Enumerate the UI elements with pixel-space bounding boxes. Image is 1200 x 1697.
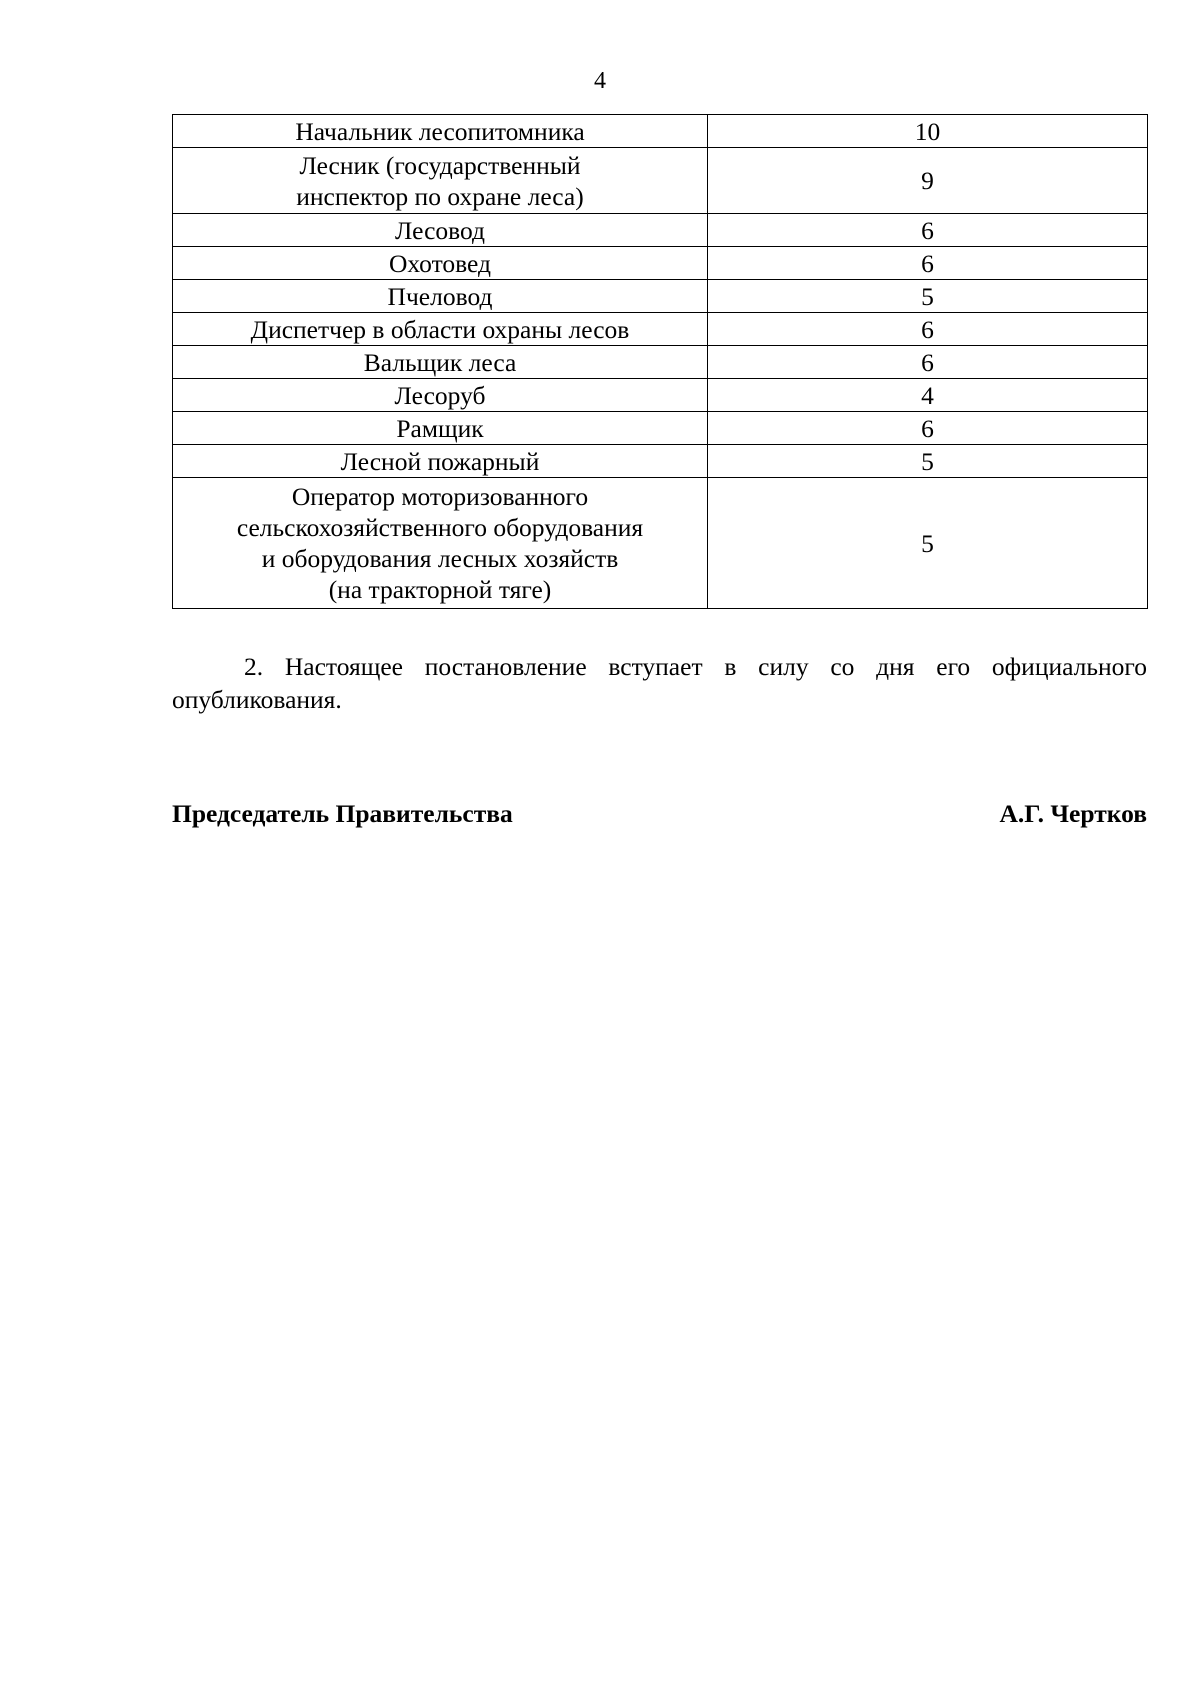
position-value-cell [708, 313, 1148, 346]
position-value: 6 [921, 248, 934, 278]
table-row [173, 379, 1148, 412]
position-title-line: Лесник (государственный [299, 150, 581, 180]
table-row [173, 214, 1148, 247]
position-title: Рамщик [396, 413, 484, 443]
position-value-cell [708, 280, 1148, 313]
position-title-cell [173, 115, 708, 148]
position-title-line: инспектор по охране леса) [296, 181, 584, 211]
position-title-line: и оборудования лесных хозяйств [261, 544, 619, 573]
position-title-cell [173, 445, 708, 478]
position-value: 10 [914, 116, 941, 146]
position-title-cell [173, 214, 708, 247]
page-number: 4 [594, 68, 606, 94]
position-title-cell [173, 412, 708, 445]
position-title: Лесовод [395, 215, 485, 245]
position-title: Вальщик леса [363, 347, 517, 377]
position-title: Пчеловод [387, 281, 493, 311]
position-title-cell [173, 478, 708, 609]
position-value-cell [708, 445, 1148, 478]
table-row [173, 313, 1148, 346]
position-value: 6 [921, 347, 934, 377]
position-title-cell [173, 313, 708, 346]
position-title-line: сельскохозяйственного оборудования [236, 513, 644, 542]
table-row [173, 247, 1148, 280]
position-title: Диспетчер в области охраны лесов [250, 314, 630, 344]
position-title-line: Оператор моторизованного [291, 482, 589, 511]
position-value: 4 [921, 380, 934, 410]
table-row [173, 115, 1148, 148]
signatory-title: Председатель Правительства [172, 799, 513, 828]
position-title-cell [173, 148, 708, 214]
position-value-cell [708, 412, 1148, 445]
position-title: Лесоруб [394, 380, 486, 410]
position-value: 5 [921, 281, 934, 311]
position-title: Начальник лесопитомника [295, 116, 585, 146]
position-value: 9 [921, 166, 934, 195]
table-row [173, 478, 1148, 609]
position-value-cell [708, 148, 1148, 214]
position-title: Охотовед [388, 248, 491, 278]
table-row [173, 346, 1148, 379]
position-value-cell [708, 214, 1148, 247]
signatory-name: А.Г. Чертков [999, 799, 1147, 828]
table-row [173, 412, 1148, 445]
position-value-cell [708, 115, 1148, 148]
position-title-line: (на тракторной тяге) [328, 575, 552, 604]
effective-date-paragraph [172, 650, 1147, 716]
position-value-cell [708, 379, 1148, 412]
position-value-cell [708, 478, 1148, 609]
paragraph-line: опубликования. [172, 685, 342, 714]
position-value: 6 [921, 215, 934, 245]
position-value: 5 [921, 528, 934, 558]
paragraph-line: 2. Настоящее постановление вступает в силу со дня его официального [244, 652, 1147, 681]
positions-table [172, 114, 1148, 609]
position-title: Лесной пожарный [340, 446, 540, 476]
position-title-cell [173, 346, 708, 379]
position-value: 6 [921, 413, 934, 443]
table-row [173, 445, 1148, 478]
table-row [173, 280, 1148, 313]
position-value: 5 [921, 446, 934, 476]
position-value-cell [708, 247, 1148, 280]
table-row [173, 148, 1148, 214]
position-value-cell [708, 346, 1148, 379]
position-title-cell [173, 379, 708, 412]
position-value: 6 [921, 314, 934, 344]
position-title-cell [173, 247, 708, 280]
position-title-cell [173, 280, 708, 313]
